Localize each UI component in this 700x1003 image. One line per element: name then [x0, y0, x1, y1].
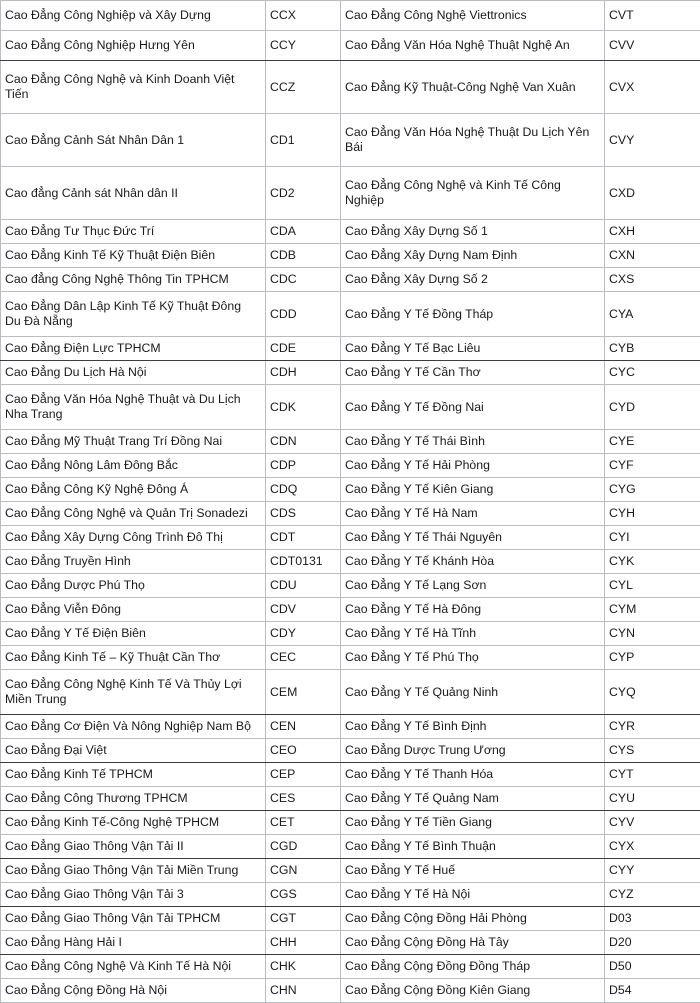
- school-code-cell-left: CDA: [266, 220, 341, 244]
- school-name-cell-right: Cao Đẳng Y Tế Bình Thuận: [341, 835, 605, 859]
- school-name-cell-left: Cao Đẳng Dân Lập Kinh Tế Kỹ Thuật Đông Du Đà Nẵng: [1, 292, 266, 337]
- school-name-cell-right: Cao Đẳng Cộng Đồng Kiên Giang: [341, 979, 605, 1003]
- school-name-cell-left: Cao Đẳng Nông Lâm Đông Bắc: [1, 454, 266, 478]
- table-row: [1, 244, 700, 268]
- table-row: [1, 478, 700, 502]
- school-name-cell-left: Cao Đẳng Cảnh Sát Nhân Dân 1: [1, 114, 266, 167]
- school-name-cell-left: Cao Đẳng Du Lịch Hà Nội: [1, 361, 266, 385]
- table-row: [1, 715, 700, 739]
- school-code-cell-left: CDN: [266, 430, 341, 454]
- school-name-cell-left: Cao Đẳng Truyền Hình: [1, 550, 266, 574]
- school-name-cell-right: Cao Đẳng Y Tế Thái Nguyên: [341, 526, 605, 550]
- school-code-cell-left: CGD: [266, 835, 341, 859]
- table-row: [1, 220, 700, 244]
- school-code-cell-right: CYL: [605, 574, 700, 598]
- school-name-cell-left: Cao Đẳng Tư Thục Đức Trí: [1, 220, 266, 244]
- school-code-cell-right: CYQ: [605, 670, 700, 715]
- table-row: [1, 739, 700, 763]
- school-name-cell-left: Cao Đẳng Hàng Hải I: [1, 931, 266, 955]
- school-name-cell-left: Cao Đẳng Giao Thông Vận Tải II: [1, 835, 266, 859]
- school-code-cell-left: CDY: [266, 622, 341, 646]
- school-code-cell-right: CVV: [605, 31, 700, 61]
- school-name-cell-right: Cao Đẳng Văn Hóa Nghệ Thuật Du Lịch Yên Bái: [341, 114, 605, 167]
- school-name-cell-right: Cao Đẳng Y Tế Quảng Nam: [341, 787, 605, 811]
- school-code-cell-left: CDP: [266, 454, 341, 478]
- table-row: [1, 787, 700, 811]
- school-code-cell-right: CYZ: [605, 883, 700, 907]
- school-code-cell-right: CYD: [605, 385, 700, 430]
- school-code-cell-right: CYH: [605, 502, 700, 526]
- school-code-cell-left: CCX: [266, 1, 341, 31]
- table-row: [1, 811, 700, 835]
- school-code-cell-left: CES: [266, 787, 341, 811]
- school-name-cell-left: Cao Đẳng Kinh Tế – Kỹ Thuật Cần Thơ: [1, 646, 266, 670]
- school-name-cell-left: Cao Đẳng Dược Phú Thọ: [1, 574, 266, 598]
- school-name-cell-right: Cao Đẳng Y Tế Khánh Hòa: [341, 550, 605, 574]
- school-name-cell-right: Cao Đẳng Y Tế Hà Nội: [341, 883, 605, 907]
- table-row: [1, 883, 700, 907]
- school-code-cell-left: CDU: [266, 574, 341, 598]
- school-name-cell-right: Cao Đẳng Y Tế Thanh Hóa: [341, 763, 605, 787]
- school-code-cell-left: CEO: [266, 739, 341, 763]
- school-name-cell-left: Cao Đẳng Y Tế Điện Biên: [1, 622, 266, 646]
- school-code-cell-left: CEM: [266, 670, 341, 715]
- school-name-cell-left: Cao Đẳng Công Nghệ và Quản Trị Sonadezi: [1, 502, 266, 526]
- school-name-cell-right: Cao Đẳng Y Tế Thái Bình: [341, 430, 605, 454]
- school-code-cell-left: CDQ: [266, 478, 341, 502]
- school-name-cell-left: Cao đẳng Công Nghệ Thông Tin TPHCM: [1, 268, 266, 292]
- school-code-cell-right: CYN: [605, 622, 700, 646]
- school-code-cell-left: CDS: [266, 502, 341, 526]
- school-code-cell-right: CYB: [605, 337, 700, 361]
- school-code-cell-left: CEN: [266, 715, 341, 739]
- table-row: [1, 337, 700, 361]
- school-code-cell-right: CYT: [605, 763, 700, 787]
- school-name-cell-left: Cao Đẳng Giao Thông Vận Tải 3: [1, 883, 266, 907]
- school-name-cell-left: Cao Đẳng Công Kỹ Nghệ Đông Á: [1, 478, 266, 502]
- school-code-cell-left: CDT0131: [266, 550, 341, 574]
- table-row: [1, 430, 700, 454]
- school-name-cell-right: Cao Đẳng Dược Trung Ương: [341, 739, 605, 763]
- school-code-cell-left: CD2: [266, 167, 341, 220]
- table-row: [1, 622, 700, 646]
- school-code-cell-left: CGT: [266, 907, 341, 931]
- school-name-cell-left: Cao Đẳng Giao Thông Vận Tải Miền Trung: [1, 859, 266, 883]
- school-code-cell-right: CYK: [605, 550, 700, 574]
- school-name-cell-left: Cao Đẳng Đại Việt: [1, 739, 266, 763]
- table-row: [1, 268, 700, 292]
- school-code-cell-right: CYY: [605, 859, 700, 883]
- school-code-cell-left: CHN: [266, 979, 341, 1003]
- school-name-cell-left: Cao Đẳng Cộng Đồng Hà Nội: [1, 979, 266, 1003]
- school-code-cell-right: D50: [605, 955, 700, 979]
- school-code-cell-left: CDB: [266, 244, 341, 268]
- table-row: [1, 526, 700, 550]
- school-code-cell-left: CD1: [266, 114, 341, 167]
- school-code-cell-left: CDT: [266, 526, 341, 550]
- school-code-cell-left: CGS: [266, 883, 341, 907]
- school-code-cell-left: CGN: [266, 859, 341, 883]
- table-row: [1, 167, 700, 220]
- school-name-cell-right: Cao Đẳng Y Tế Cần Thơ: [341, 361, 605, 385]
- table-row: [1, 454, 700, 478]
- school-code-cell-right: CYE: [605, 430, 700, 454]
- school-code-cell-right: CYU: [605, 787, 700, 811]
- school-name-cell-right: Cao Đẳng Y Tế Bình Định: [341, 715, 605, 739]
- school-code-cell-left: CEP: [266, 763, 341, 787]
- school-name-cell-right: Cao Đẳng Y Tế Huế: [341, 859, 605, 883]
- school-name-cell-right: Cao Đẳng Y Tế Quảng Ninh: [341, 670, 605, 715]
- school-code-cell-left: CDE: [266, 337, 341, 361]
- table-row: [1, 907, 700, 931]
- table-row: [1, 859, 700, 883]
- school-name-cell-left: Cao Đẳng Công Nghệ và Kinh Doanh Việt Tiến: [1, 61, 266, 114]
- school-code-cell-right: CXN: [605, 244, 700, 268]
- school-name-cell-left: Cao Đẳng Xây Dựng Công Trình Đô Thị: [1, 526, 266, 550]
- table-row: [1, 1, 700, 31]
- school-code-table-body: [1, 1, 700, 1003]
- school-code-cell-right: CVY: [605, 114, 700, 167]
- school-name-cell-left: Cao đẳng Cảnh sát Nhân dân II: [1, 167, 266, 220]
- school-name-cell-right: Cao Đẳng Y Tế Đồng Nai: [341, 385, 605, 430]
- school-name-cell-right: Cao Đẳng Công Nghệ và Kinh Tế Công Nghiệp: [341, 167, 605, 220]
- table-row: [1, 931, 700, 955]
- school-name-cell-right: Cao Đẳng Y Tế Hải Phòng: [341, 454, 605, 478]
- school-code-cell-left: CDH: [266, 361, 341, 385]
- school-code-cell-right: CYM: [605, 598, 700, 622]
- school-name-cell-right: Cao Đẳng Xây Dựng Nam Định: [341, 244, 605, 268]
- school-name-cell-right: Cao Đẳng Y Tế Bạc Liêu: [341, 337, 605, 361]
- school-name-cell-left: Cao Đẳng Công Nghiệp và Xây Dựng: [1, 1, 266, 31]
- school-name-cell-right: Cao Đẳng Văn Hóa Nghệ Thuật Nghệ An: [341, 31, 605, 61]
- school-name-cell-left: Cao Đẳng Văn Hóa Nghệ Thuật và Du Lịch Nha Trang: [1, 385, 266, 430]
- school-name-cell-left: Cao Đẳng Công Nghệ Và Kinh Tế Hà Nội: [1, 955, 266, 979]
- school-code-cell-right: CYF: [605, 454, 700, 478]
- table-row: [1, 502, 700, 526]
- school-code-cell-left: CHH: [266, 931, 341, 955]
- school-name-cell-right: Cao Đẳng Y Tế Tiền Giang: [341, 811, 605, 835]
- school-name-cell-left: Cao Đẳng Kinh Tế-Công Nghệ TPHCM: [1, 811, 266, 835]
- table-row: [1, 385, 700, 430]
- school-code-cell-right: CYP: [605, 646, 700, 670]
- school-name-cell-right: Cao Đẳng Cộng Đồng Hải Phòng: [341, 907, 605, 931]
- school-name-cell-left: Cao Đẳng Mỹ Thuật Trang Trí Đồng Nai: [1, 430, 266, 454]
- school-name-cell-right: Cao Đẳng Cộng Đồng Đồng Tháp: [341, 955, 605, 979]
- school-name-cell-right: Cao Đẳng Y Tế Hà Đông: [341, 598, 605, 622]
- school-code-cell-right: CYX: [605, 835, 700, 859]
- table-row: [1, 763, 700, 787]
- school-name-cell-left: Cao Đẳng Giao Thông Vận Tải TPHCM: [1, 907, 266, 931]
- school-name-cell-left: Cao Đẳng Cơ Điện Và Nông Nghiệp Nam Bộ: [1, 715, 266, 739]
- school-code-cell-right: CYI: [605, 526, 700, 550]
- school-name-cell-right: Cao Đẳng Xây Dựng Số 2: [341, 268, 605, 292]
- school-code-cell-right: CVX: [605, 61, 700, 114]
- school-code-cell-left: CDC: [266, 268, 341, 292]
- school-name-cell-left: Cao Đẳng Công Nghiệp Hưng Yên: [1, 31, 266, 61]
- school-code-cell-right: CVT: [605, 1, 700, 31]
- school-code-cell-left: CHK: [266, 955, 341, 979]
- school-code-cell-right: CXD: [605, 167, 700, 220]
- school-name-cell-right: Cao Đẳng Y Tế Hà Tĩnh: [341, 622, 605, 646]
- table-row: [1, 61, 700, 114]
- school-name-cell-left: Cao Đẳng Điện Lực TPHCM: [1, 337, 266, 361]
- school-code-cell-left: CCZ: [266, 61, 341, 114]
- table-row: [1, 292, 700, 337]
- school-name-cell-left: Cao Đẳng Viễn Đông: [1, 598, 266, 622]
- table-row: [1, 31, 700, 61]
- table-row: [1, 361, 700, 385]
- school-code-cell-right: D03: [605, 907, 700, 931]
- school-name-cell-right: Cao Đẳng Y Tế Phú Thọ: [341, 646, 605, 670]
- school-name-cell-right: Cao Đẳng Y Tế Hà Nam: [341, 502, 605, 526]
- table-row: [1, 835, 700, 859]
- table-row: [1, 114, 700, 167]
- school-name-cell-right: Cao Đẳng Y Tế Lạng Sơn: [341, 574, 605, 598]
- school-name-cell-right: Cao Đẳng Y Tế Đồng Tháp: [341, 292, 605, 337]
- school-name-cell-right: Cao Đẳng Xây Dựng Số 1: [341, 220, 605, 244]
- school-name-cell-right: Cao Đẳng Cộng Đồng Hà Tây: [341, 931, 605, 955]
- school-code-cell-right: CYS: [605, 739, 700, 763]
- school-code-cell-left: CDV: [266, 598, 341, 622]
- school-name-cell-right: Cao Đẳng Công Nghệ Viettronics: [341, 1, 605, 31]
- school-name-cell-left: Cao Đẳng Công Nghệ Kinh Tế Và Thủy Lợi Miền Trung: [1, 670, 266, 715]
- school-code-cell-right: CXS: [605, 268, 700, 292]
- school-code-cell-right: CYG: [605, 478, 700, 502]
- school-code-cell-left: CCY: [266, 31, 341, 61]
- school-code-cell-left: CDK: [266, 385, 341, 430]
- table-row: [1, 550, 700, 574]
- school-code-cell-right: CYA: [605, 292, 700, 337]
- table-row: [1, 574, 700, 598]
- table-row: [1, 955, 700, 979]
- school-code-cell-right: D54: [605, 979, 700, 1003]
- school-name-cell-right: Cao Đẳng Y Tế Kiên Giang: [341, 478, 605, 502]
- table-row: [1, 646, 700, 670]
- school-code-cell-left: CEC: [266, 646, 341, 670]
- school-code-cell-right: CXH: [605, 220, 700, 244]
- school-code-cell-right: CYV: [605, 811, 700, 835]
- school-code-cell-right: CYR: [605, 715, 700, 739]
- school-code-cell-left: CDD: [266, 292, 341, 337]
- table-row: [1, 979, 700, 1003]
- school-name-cell-left: Cao Đẳng Kinh Tế Kỹ Thuật Điện Biên: [1, 244, 266, 268]
- table-row: [1, 598, 700, 622]
- school-code-cell-left: CET: [266, 811, 341, 835]
- school-name-cell-left: Cao Đẳng Kinh Tế TPHCM: [1, 763, 266, 787]
- table-row: [1, 670, 700, 715]
- school-name-cell-left: Cao Đẳng Công Thương TPHCM: [1, 787, 266, 811]
- school-name-cell-right: Cao Đẳng Kỹ Thuật-Công Nghệ Van Xuân: [341, 61, 605, 114]
- school-code-cell-right: CYC: [605, 361, 700, 385]
- school-code-cell-right: D20: [605, 931, 700, 955]
